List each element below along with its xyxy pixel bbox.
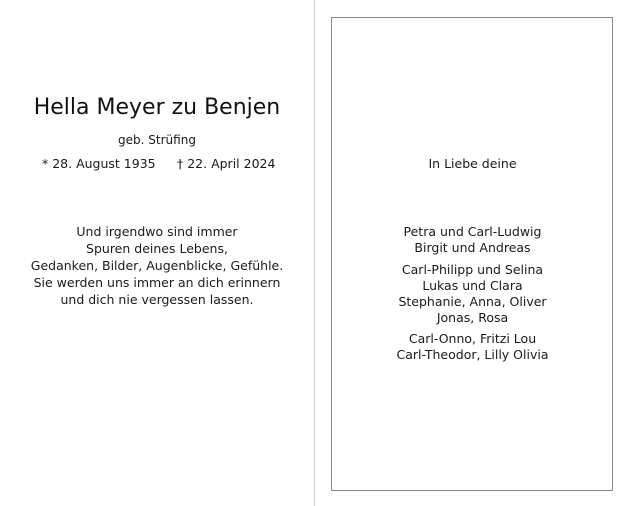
poem-line: Gedanken, Bilder, Augenblicke, Gefühle. — [30, 258, 284, 273]
birth-date: * 28. August 1935 — [42, 156, 156, 171]
family-group-grandchildren — [315, 262, 630, 326]
left-page — [0, 0, 314, 506]
poem — [0, 223, 314, 308]
death-date: † 22. April 2024 — [177, 156, 276, 171]
poem-line: Sie werden uns immer an dich erinnern — [33, 275, 281, 290]
poem-line: und dich nie vergessen lassen. — [60, 292, 254, 307]
family-line: Carl-Onno, Fritzi Lou — [408, 331, 537, 346]
right-page — [315, 0, 630, 506]
family-line: Carl-Philipp und Selina — [401, 262, 544, 277]
birth-name: geb. Strüfing — [118, 133, 196, 147]
deceased-name: Hella Meyer zu Benjen — [33, 95, 281, 120]
family-line: Birgit und Andreas — [414, 240, 531, 255]
family-line: Jonas, Rosa — [436, 310, 509, 325]
poem-line: Spuren deines Lebens, — [86, 241, 228, 256]
family-line: Lukas und Clara — [422, 278, 523, 293]
family-group-great-grandchildren — [315, 331, 630, 363]
closing-phrase: In Liebe deine — [428, 156, 517, 171]
family-group-children — [315, 224, 630, 256]
family-line: Petra und Carl-Ludwig — [403, 224, 542, 239]
family-line: Carl-Theodor, Lilly Olivia — [396, 347, 549, 362]
family-line: Stephanie, Anna, Oliver — [398, 294, 547, 309]
poem-line: Und irgendwo sind immer — [76, 224, 238, 239]
